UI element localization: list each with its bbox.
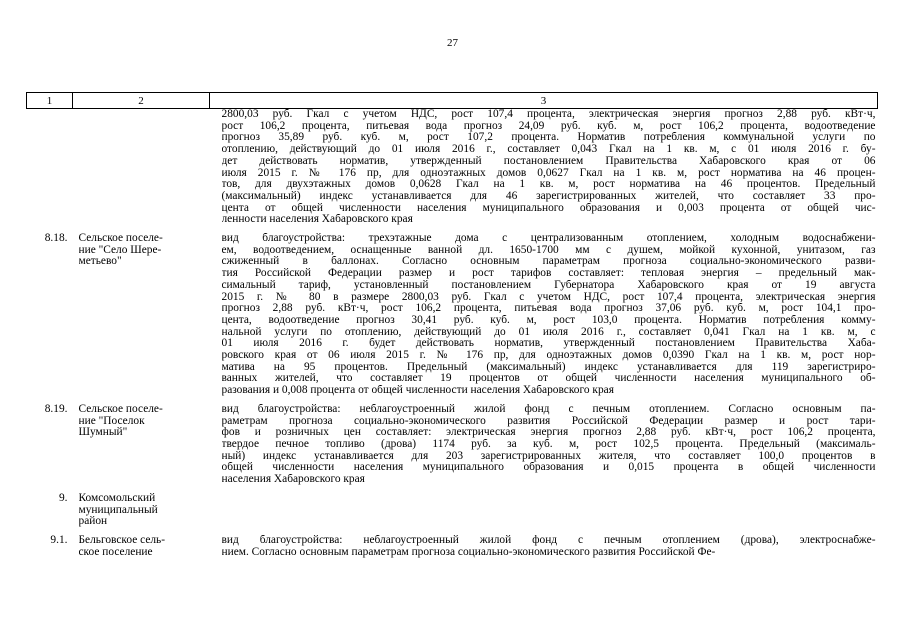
description-line: твердое печное топливо (дрова) 1174 руб. за куб. м, рост 102,5 процента. Предельный (максималь- [221, 438, 876, 450]
description-line: разования и 0,008 процента от общей численности населения Хабаровского края [221, 385, 614, 397]
settlement-name-line: Сельское поселе- [78, 233, 163, 245]
description-line: вид благоустройства: неблагоустроенный жилой фонд с печным отоплением. Согласно основным па- [221, 403, 876, 415]
description-line: рост 106,2 процента, питьевая вода прогноз 24,09 руб. куб. м, рост 106,2 процента, водоотведение [221, 120, 876, 132]
description-line: 2015 г. № 80 в размере 2800,03 руб. Гкал с учетом НДС, рост 107,4 процента, электрическая энергия [221, 291, 876, 303]
description-line: тия Российской Федерации размер и рост тарифов составляет: тепловая энергия – предельный мак- [221, 268, 876, 280]
description-line: ем, водоотведением, оснащенные ванной дл. 1650-1700 мм с душем, мойкой кухонной, унитазом, газ [221, 244, 876, 256]
description-line: нальной услуги по отоплению, действующий до 01 июля 2016 г., составляет 0,041 Гкал на 1 кв. м, с [221, 326, 876, 338]
row-number: 8.18. [44, 233, 68, 245]
description-line: цента от общей численности населения муниципального образования и 0,003 процента от общей чис- [221, 202, 876, 214]
description-line: цента, водоотведение прогноз 30,41 руб. куб. м, рост 103,0 процента. Норматив потребления комму- [221, 314, 876, 326]
settlement-name-cell [73, 528, 210, 558]
settlement-name-line: Бельговское сель- [78, 534, 166, 546]
row-number-cell [27, 528, 73, 558]
description-line: раметрам прогноза социально-экономического развития Российской Федерации размер и рост тари- [221, 415, 876, 427]
description-line: 2800,03 руб. Гкал с учетом НДС, рост 107,4 процента, электрическая энергия прогноз 2,88 руб. кВт·ч, [221, 109, 876, 120]
description-line: 01 июля 2016 г. будет действовать норматив, утвержденный постановлением Правительства Хаба- [221, 338, 876, 350]
settlement-name-cell [73, 397, 210, 486]
table-row [27, 226, 878, 397]
page-number: 27 [447, 37, 458, 49]
table-row [27, 528, 878, 558]
row-number-cell [27, 486, 73, 528]
description-line: населения Хабаровского края [221, 474, 365, 486]
document-table [26, 92, 878, 558]
description-cell [210, 226, 878, 397]
settlement-name-line: район [78, 516, 108, 528]
settlement-name-line: ние "Село Шере- [78, 244, 162, 256]
row-number: 8.19. [44, 403, 68, 415]
column-header-settlement: 2 [73, 93, 210, 109]
settlement-name-line: ние "Поселок [78, 415, 145, 427]
description-line: ленности населения Хабаровского края [221, 214, 413, 226]
description-line: вид благоустройства: неблагоустроенный жилой фонд с печным отоплением (дрова), электроснабже- [221, 534, 876, 546]
description-line: дет действовать норматив, утвержденный постановлением Правительства Хабаровского края от 06 [221, 155, 876, 167]
description-line: (максимальный) индекс устанавливается для 46 зарегистрированных жителей, что составляет 33 про- [221, 190, 876, 202]
settlement-name-line: Шумный" [78, 427, 128, 439]
row-number: 9. [58, 492, 68, 504]
description-line: общей численности населения муниципального образования и 0,015 процента в общей численности [221, 462, 876, 474]
description-line: сжиженный в баллонах. Согласно основным параметрам прогноза социально-экономического разви- [221, 256, 876, 268]
description-line: прогноз 35,89 руб. куб. м, рост 107,2 процента. Норматив потребления коммунальной услуги по [221, 132, 876, 144]
description-cell [210, 486, 878, 528]
column-header-description: 3 [210, 93, 878, 109]
settlement-name-line: муниципальный [78, 504, 158, 516]
description-cell [210, 109, 878, 227]
description-line: ванных жителей, что составляет 19 процентов от общей численности населения муниципального об- [221, 373, 876, 385]
row-number: 9.1. [50, 534, 68, 546]
description-line: матива на 95 процентов. Предельный (максимальный) индекс устанавливается для 119 зарегистриро- [221, 361, 876, 373]
row-number-cell [27, 226, 73, 397]
column-header-number: 1 [27, 93, 73, 109]
settlement-name-cell [73, 486, 210, 528]
description-line: ный) индекс устанавливается для 203 зарегистрированных жителя, что составляет 100,0 процентов в [221, 450, 876, 462]
description-line: отоплению, действующий до 01 июля 2016 г., составляет 0,043 Гкал на 1 кв. м, с 01 июля 2016 г. бу- [221, 144, 876, 156]
description-line: симальный тариф, установленный постановлением Губернатора Хабаровского края от 19 августа [221, 279, 876, 291]
description-line: фов и розничных цен составляет: электрическая энергия прогноз 2,88 руб. кВт·ч, рост 106,2 процента, [221, 427, 876, 439]
description-line: июля 2015 г. № 176 пр, для одноэтажных домов 0,0627 Гкал на 1 кв. м, рост норматива на 46 процен- [221, 167, 876, 179]
description-line: тов, для двухэтажных домов 0,0628 Гкал на 1 кв. м, рост норматива на 46 процентов. Предельный [221, 179, 876, 191]
settlement-name-line: метьево" [78, 256, 122, 268]
header-row [27, 93, 878, 109]
settlement-name-cell [73, 109, 210, 227]
description-cell [210, 528, 878, 558]
table-row [27, 397, 878, 486]
row-number-cell [27, 109, 73, 227]
description-line: ровского края от 06 июля 2015 г. № 176 пр, для одноэтажных домов 0,0390 Гкал на 1 кв. м, рост нор- [221, 350, 876, 362]
description-line: нием. Согласно основным параметрам прогноза социально-экономического развития Российской Фе- [221, 546, 716, 558]
table-row [27, 109, 878, 227]
row-number-cell [27, 397, 73, 486]
table-row [27, 486, 878, 528]
settlement-name-line: Комсомольский [78, 492, 156, 504]
table-body [27, 109, 878, 559]
description-line: вид благоустройства: трехэтажные дома с централизованным отоплением, холодным водоснабжени- [221, 233, 876, 245]
settlement-name-cell [73, 226, 210, 397]
table-header [27, 93, 878, 109]
settlement-name-line: ское поселение [78, 546, 153, 558]
description-cell [210, 397, 878, 486]
description-line: прогноз 2,88 руб. кВт·ч, рост 106,2 процента, питьевая вода прогноз 37,06 руб. куб. м, рост 104,1 про- [221, 303, 876, 315]
settlement-name-line: Сельское поселе- [78, 403, 163, 415]
